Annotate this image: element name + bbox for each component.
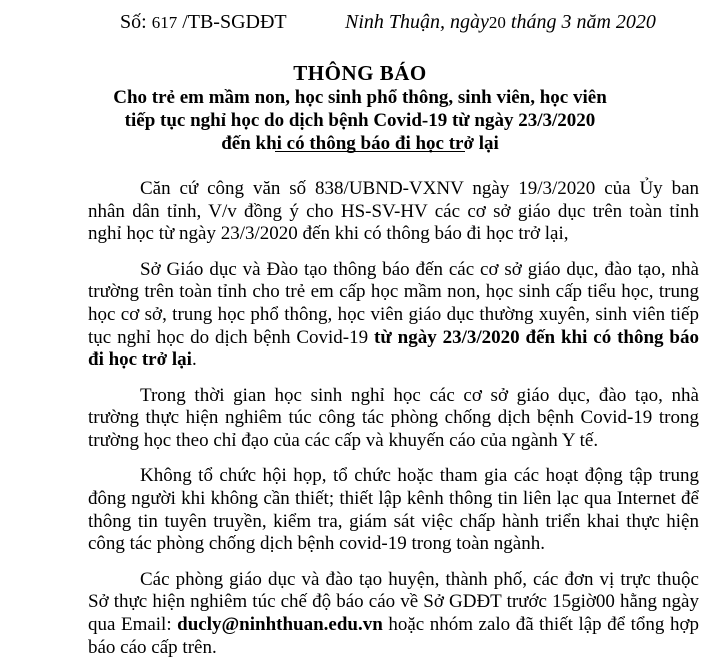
- date-day: 20: [488, 13, 506, 32]
- reporting-end: hoặc nhóm zalo đã thiết lập để tổng hợp báo cáo cấp trên.: [88, 613, 699, 658]
- document-title: THÔNG BÁO: [293, 61, 427, 85]
- paragraph-prevention: Trong thời gian học sinh nghỉ học các cơ sở giáo dục, đào tạo, nhà trường thực hiện nghiêm túc công tác phòng chống dịch bệnh Covid-19 trong trường học theo chỉ đạo của các cấp và khuyến cáo của ngành Y tế.: [88, 384, 699, 452]
- paragraph-no-gatherings: Không tổ chức hội họp, tổ chức hoặc tham gia các hoạt động tập trung đông người khi không cần thiết; thiết lập kênh thông tin liên lạc qua Internet để thông tin tuyên truyền, kiểm tra, giám sát việc chấp hành triển khai thực hiện công tác phòng chống dịch bệnh covid-19 trong toàn ngành.: [88, 465, 699, 555]
- paragraph-reporting: [88, 569, 699, 660]
- number-value: 617: [151, 13, 178, 32]
- place-prefix: Ninh Thuận, ngày: [345, 11, 489, 33]
- title-underline: [275, 151, 465, 152]
- place-and-date: [345, 8, 656, 37]
- announcement-end: .: [191, 349, 197, 371]
- document-title-block: [0, 60, 720, 155]
- paragraph-legal-basis: Căn cứ công văn số 838/UBND-VXNV ngày 19/3/2020 của Ủy ban nhân dân tỉnh, V/v đồng ý cho HS-SV-HV các cơ sở giáo dục trên toàn tỉnh nghỉ học từ ngày 23/3/2020 đến khi có thông báo đi học trở lại,: [88, 178, 699, 245]
- document-number: [120, 8, 287, 37]
- title-line-1: Cho trẻ em mầm non, học sinh phổ thông, sinh viên, học viên: [113, 87, 607, 108]
- announcement-bold: từ ngày 23/3/2020 đến khi có thông báo đi học trở lại: [88, 326, 699, 371]
- title-line-3: đến khi có thông báo đi học trở lại: [221, 133, 499, 154]
- document-header: [0, 8, 720, 38]
- title-line-2: tiếp tục nghỉ học do dịch bệnh Covid-19 từ ngày 23/3/2020: [124, 110, 596, 131]
- reporting-email: ducly@ninhthuan.edu.vn: [177, 613, 383, 635]
- number-suffix: /TB-SGDĐT: [177, 11, 287, 33]
- reporting-text: Các phòng giáo dục và đào tạo huyện, thành phố, các đơn vị trực thuộc Sở thực hiện nghiêm túc chế độ báo cáo về Sở GDĐT trước 15giờ00 hằng ngày qua Email:: [88, 568, 699, 635]
- date-suffix: tháng 3 năm 2020: [505, 11, 656, 33]
- announcement-text: Sở Giáo dục và Đào tạo thông báo đến các cơ sở giáo dục, đào tạo, nhà trường trên toàn tỉnh cho trẻ em cấp học mầm non, học sinh cấp tiểu học, trung học cơ sở, trung học phổ thông, học viên giáo dục thường xuyên, sinh viên tiếp tục nghỉ học do dịch bệnh Covid-19: [88, 258, 699, 348]
- number-label: Số:: [120, 11, 152, 33]
- document-body: [88, 178, 699, 672]
- paragraph-announcement: [88, 259, 699, 373]
